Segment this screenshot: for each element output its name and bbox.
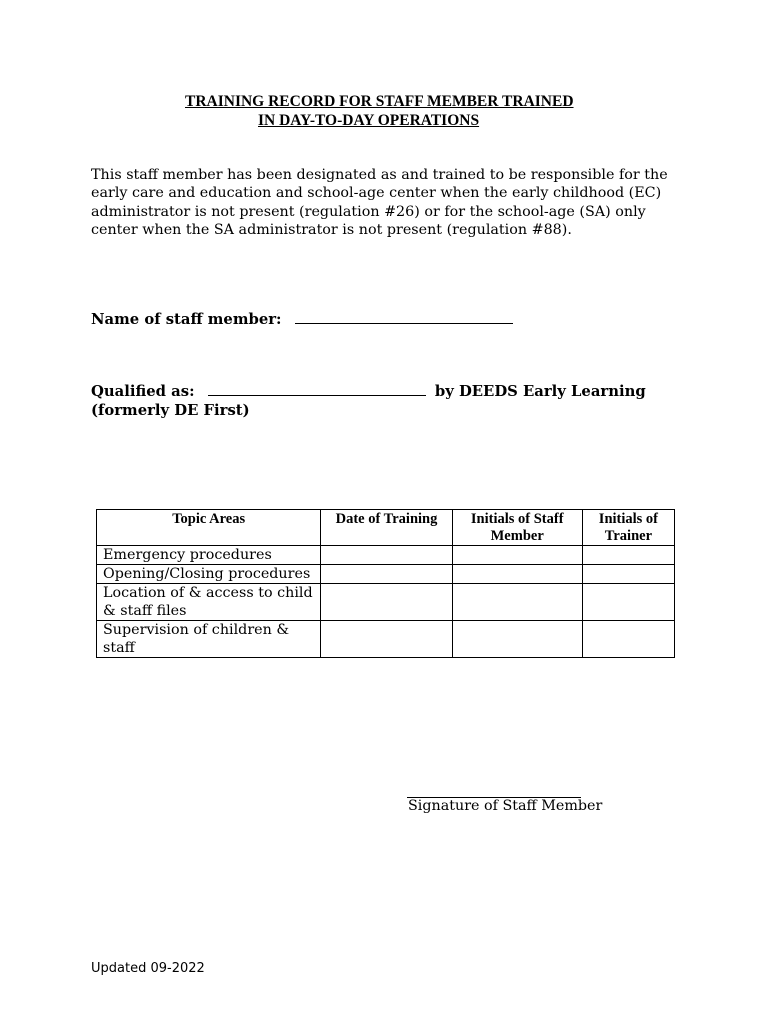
training-topics-table xyxy=(96,509,675,658)
topic-cell: Location of & access to child & staff files xyxy=(97,584,321,621)
date-cell[interactable] xyxy=(321,584,452,621)
name-field-row xyxy=(91,311,513,328)
document-title-line1: TRAINING RECORD FOR STAFF MEMBER TRAINED xyxy=(185,93,574,110)
topic-cell: Emergency procedures xyxy=(97,546,321,565)
intro-paragraph: This staff member has been designated as and trained to be responsible for the early care and education and school-age center when the early childhood (EC) administrator is not present (regulation #26) or for the school-age (SA) only center when the SA administrator is not present (regulation #88). xyxy=(91,167,668,239)
footer-updated: Updated 09-2022 xyxy=(91,961,205,976)
document-title-line2: IN DAY-TO-DAY OPERATIONS xyxy=(258,112,480,129)
qualified-field-row xyxy=(91,383,646,400)
header-initials-staff: Initials of Staff Member xyxy=(452,510,582,546)
date-cell[interactable] xyxy=(321,546,452,565)
signature-label: Signature of Staff Member xyxy=(408,798,603,814)
table-header-row xyxy=(97,510,675,546)
table-row xyxy=(97,584,675,621)
date-cell[interactable] xyxy=(321,621,452,658)
table-row xyxy=(97,621,675,658)
staff-initials-cell[interactable] xyxy=(452,565,582,584)
header-initials-trainer: Initials of Trainer xyxy=(582,510,674,546)
date-cell[interactable] xyxy=(321,565,452,584)
trainer-initials-cell[interactable] xyxy=(582,565,674,584)
header-date-of-training: Date of Training xyxy=(321,510,452,546)
header-topic-areas: Topic Areas xyxy=(97,510,321,546)
name-blank-line[interactable] xyxy=(295,322,513,324)
topic-cell: Supervision of children & staff xyxy=(97,621,321,658)
staff-initials-cell[interactable] xyxy=(452,584,582,621)
qualified-label: Qualified as: xyxy=(91,383,195,400)
qualified-line2: (formerly DE First) xyxy=(91,402,250,419)
staff-initials-cell[interactable] xyxy=(452,621,582,658)
staff-initials-cell[interactable] xyxy=(452,546,582,565)
trainer-initials-cell[interactable] xyxy=(582,584,674,621)
trainer-initials-cell[interactable] xyxy=(582,546,674,565)
table-row xyxy=(97,546,675,565)
name-label: Name of staff member: xyxy=(91,311,282,328)
trainer-initials-cell[interactable] xyxy=(582,621,674,658)
table-row xyxy=(97,565,675,584)
qualified-suffix: by DEEDS Early Learning xyxy=(434,383,646,400)
qualified-blank-line[interactable] xyxy=(208,394,426,396)
topic-cell: Opening/Closing procedures xyxy=(97,565,321,584)
